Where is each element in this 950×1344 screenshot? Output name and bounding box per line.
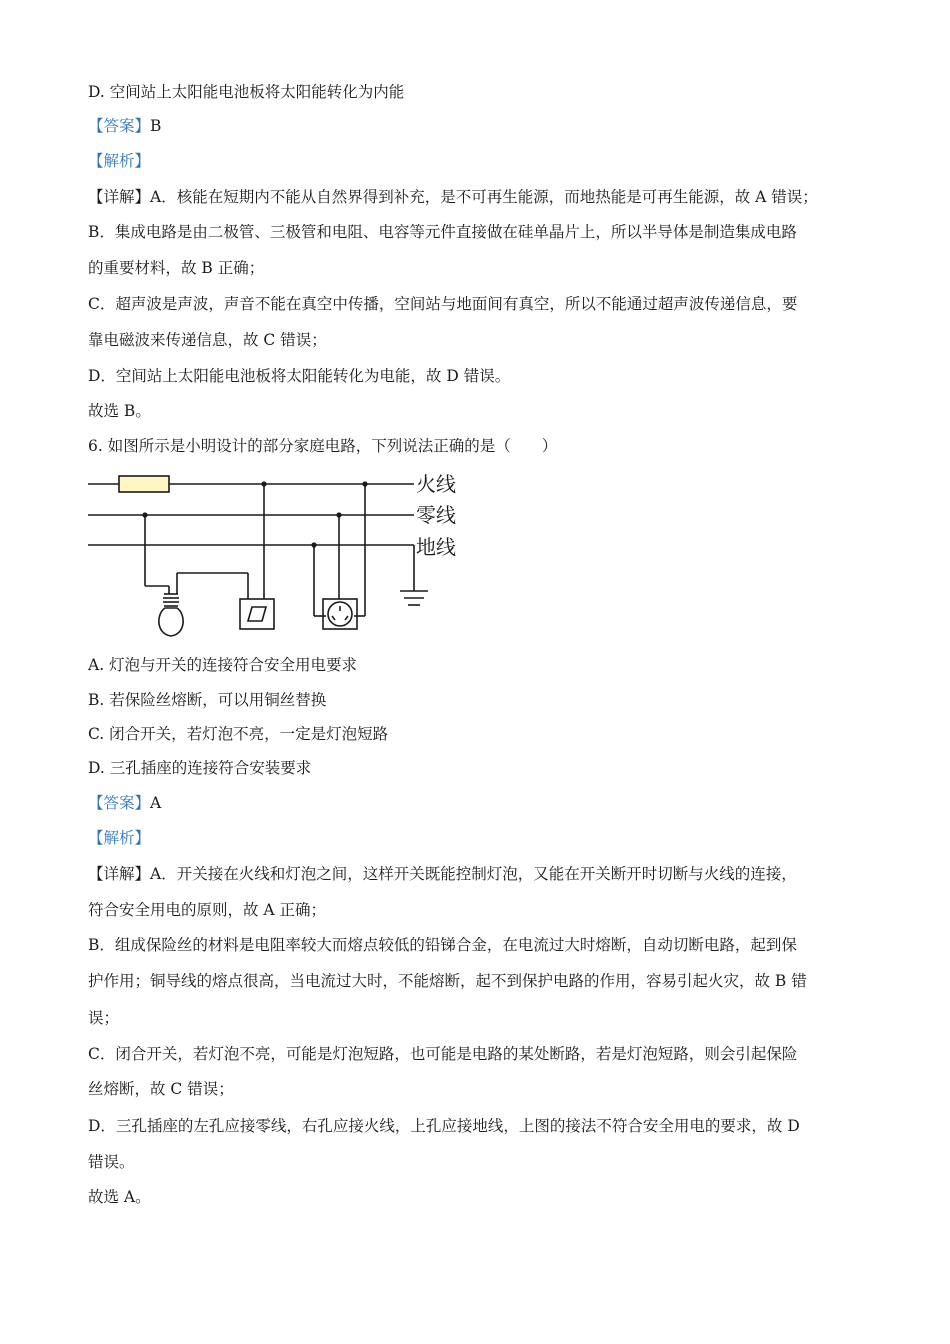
detail-tag: 【详解】 [88, 865, 151, 883]
q5-detail-d: D．空间站上太阳能电池板将太阳能转化为电能，故 D 错误。 [88, 367, 511, 385]
q5-detail-c1: C．超声波是声波，声音不能在真空中传播，空间站与地面间有真空，所以不能通过超声波传递信息，要 [88, 295, 798, 313]
q6-detail-c1: C．闭合开关，若灯泡不亮，可能是灯泡短路，也可能是电路的某处断路，若是灯泡短路，则会引起保险 [88, 1045, 798, 1063]
q5-option-d: D. 空间站上太阳能电池板将太阳能转化为内能 [88, 83, 405, 101]
q5-answer [88, 115, 161, 137]
q6-question: 6. 如图所示是小明设计的部分家庭电路，下列说法正确的是（ ） [88, 437, 558, 455]
q6-detail-d2: 错误。 [88, 1153, 135, 1171]
switch-rocker [248, 607, 266, 621]
detail-text: A．核能在短期内不能从自然界得到补充，是不可再生能源，而地热能是可再生能源，故 A 错误； [150, 188, 818, 206]
q6-detail-b2: 护作用；铜导线的熔点很高，当电流过大时，不能熔断，起不到保护电路的作用，容易引起火灾，故 B 错 [88, 972, 807, 990]
q6-analysis-tag: 【解析】 [88, 829, 151, 847]
q6-option-b: B. 若保险丝熔断，可以用铜丝替换 [88, 691, 327, 709]
live-wire-label: 火线 [416, 472, 456, 496]
q6-answer [88, 792, 161, 814]
answer-tag: 【答案】 [88, 117, 151, 135]
q6-detail-b1: B．组成保险丝的材料是电阻率较大而熔点较低的铅锑合金，在电流过大时熔断，自动切断电路，起到保 [88, 936, 797, 954]
q5-analysis-tag: 【解析】 [88, 152, 151, 170]
q6-detail-a2: 符合安全用电的原则，故 A 正确； [88, 901, 327, 919]
q5-conclusion: 故选 B。 [88, 402, 151, 420]
q6-detail-a1 [88, 863, 797, 885]
q6-detail-d1: D．三孔插座的左孔应接零线，右孔应接火线，上孔应接地线，上图的接法不符合安全用电的要求，故 D [88, 1117, 800, 1135]
q5-detail-a [88, 186, 818, 208]
detail-text: A．开关接在火线和灯泡之间，这样开关既能控制灯泡，又能在开关断开时切断与火线的连接， [150, 865, 797, 883]
q6-conclusion: 故选 A。 [88, 1188, 151, 1206]
light-bulb [159, 594, 183, 636]
q6-option-c: C. 闭合开关，若灯泡不亮，一定是灯泡短路 [88, 725, 389, 743]
q6-detail-c2: 丝熔断，故 C 错误； [88, 1080, 234, 1098]
q5-detail-b1: B．集成电路是由二极管、三极管和电阻、电容等元件直接做在硅单晶片上，所以半导体是制造集成电路 [88, 223, 797, 241]
answer-tag: 【答案】 [88, 794, 151, 812]
neutral-wire-label: 零线 [416, 503, 456, 527]
household-circuit-diagram [86, 468, 466, 640]
switch [240, 599, 274, 629]
answer-value: A [150, 794, 162, 812]
fuse [119, 476, 169, 492]
q6-option-d: D. 三孔插座的连接符合安装要求 [88, 759, 312, 777]
socket-face [328, 602, 352, 626]
q6-option-a: A. 灯泡与开关的连接符合安全用电要求 [88, 656, 358, 674]
q5-detail-b2: 的重要材料，故 B 正确； [88, 259, 265, 277]
ground-wire-label: 地线 [416, 535, 456, 559]
answer-value: B [150, 117, 162, 135]
detail-tag: 【详解】 [88, 188, 151, 206]
q6-detail-b3: 误； [88, 1009, 120, 1027]
q5-detail-c2: 靠电磁波来传递信息，故 C 错误； [88, 331, 327, 349]
